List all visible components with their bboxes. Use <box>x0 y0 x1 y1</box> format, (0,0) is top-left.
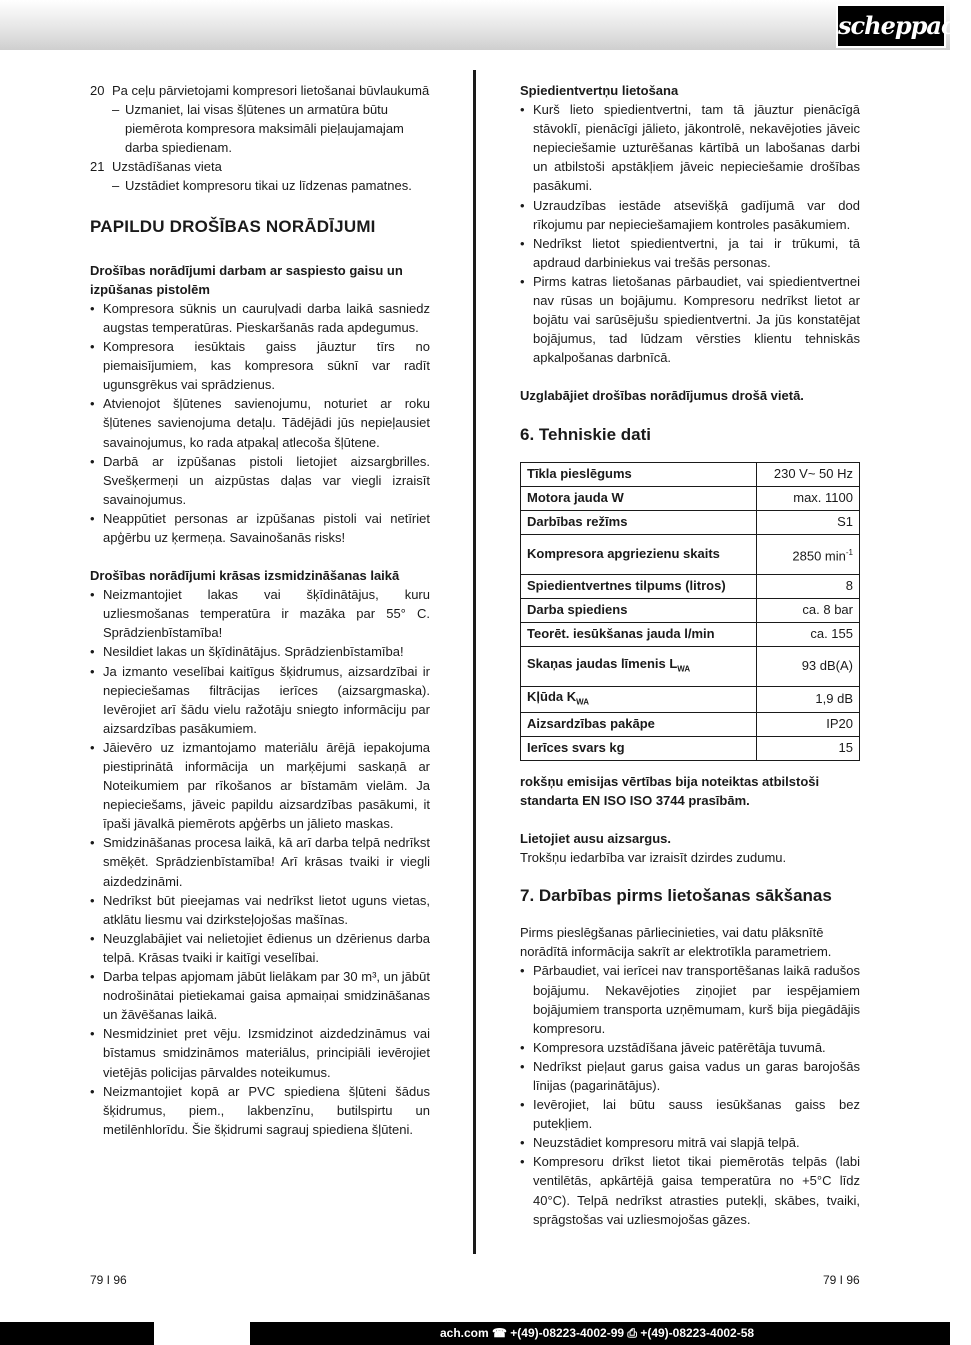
value-superscript: -1 <box>845 547 853 557</box>
dash-item <box>90 100 430 157</box>
technical-data-table <box>520 462 860 761</box>
ear-protection-text: Trokšņu iedarbība var izraisīt dzirdes zudumu. <box>520 850 787 866</box>
bullet-list <box>90 299 430 547</box>
section-heading: PAPILDU DROŠĪBAS NORĀDĪJUMI <box>90 216 376 236</box>
list-item: • Kompresoru drīkst lietot tikai piemērotās telpās (labi ventilētās, apkārtējā gaisa temperatūra no +5°C līdz 40°C). Telpā nedrīkst atrasties putekļi, skābes, tvaiki, sprāgstošas vai uzliesmojošas gāzes. <box>520 1152 860 1228</box>
table-value: 1,9 dB <box>757 686 860 712</box>
section-heading-before-use: 7. Darbības pirms lietošanas sākšanas <box>520 886 832 906</box>
list-item: • Nedrīkst būt pieejamas vai nedrīkst lietot uguns vietas, atklātu liesmu vai dzirksteļojošas mašīnas. <box>90 891 430 929</box>
list-item: • Ievērojiet, lai būtu sauss iesūkšanas gaiss bez putekļiem. <box>520 1095 860 1133</box>
brand-logo: scheppach <box>836 4 946 48</box>
table-value <box>757 534 860 574</box>
bullet-list <box>520 100 860 367</box>
subsection-title: Spiedientvertņu lietošana <box>520 83 679 98</box>
item-number: 20 <box>90 83 105 98</box>
table-value: max. 1100 <box>757 486 860 510</box>
list-item: • Neuzstādiet kompresoru mitrā vai slapjā telpā. <box>520 1133 860 1152</box>
column-divider <box>473 70 476 1254</box>
page-number-right: 79 I 96 <box>823 1273 860 1287</box>
table-key: Kompresora apgriezienu skaits <box>521 534 757 574</box>
left-column <box>90 81 430 1139</box>
table-row <box>521 736 860 760</box>
table-key: Darbības režīms <box>521 510 757 534</box>
table-value: ca. 8 bar <box>757 598 860 622</box>
header-bar <box>0 0 971 50</box>
list-item: • Kompresora iesūktais gaiss jāuztur tīrs no piemaisījumiem, kas kompresora sūknī var radīt ugunsgrēkus vai sprādzienus. <box>90 337 430 394</box>
list-item: • Darbā ar izpūšanas pistoli lietojiet aizsargbrilles. Svešķermeņi un aizpūstas daļas var viegli izraisīt savainojumus. <box>90 452 430 509</box>
key-subscript: WA <box>576 697 590 707</box>
item-text: Pa ceļu pārvietojami kompresori lietošanai būvlaukumā <box>112 83 430 98</box>
list-item: • Kompresora uzstādīšana jāveic patērētāja tuvumā. <box>520 1038 860 1057</box>
table-value: 15 <box>757 736 860 760</box>
list-item: • Neuzglabājiet vai nelietojiet ēdienus un dzērienus darba telpā. Krāsas tvaiki ir kaitīgi veselībai. <box>90 929 430 967</box>
bullet-list <box>90 585 430 1139</box>
list-item: • Pārbaudiet, vai ierīcei nav transportēšanas laikā radušos bojājumu. Nekavējoties ziņojiet par iespējamiem bojājumiem transporta uzņēmumam, kurš bija piegādājis kompresoru. <box>520 961 860 1037</box>
table-row <box>521 712 860 736</box>
table-value: S1 <box>757 510 860 534</box>
value-text: 2850 min <box>792 547 846 563</box>
item-number: 21 <box>90 159 105 175</box>
list-item: • Uzraudzības iestāde atsevišķā gadījumā var dod rīkojumu par nepieciešamajiem kontroles pasākumiem. <box>520 196 860 234</box>
table-row <box>521 686 860 712</box>
list-item: • Kurš lieto spiedientvertni, tam tā jāuztur pienācīgā stāvoklī, pienācīgi jālieto, jākontrolē, nekavējoties jāveic nepieciešamie uzturēšanas kārtībā un labošanas darbi un atbilstoši apstākļiem jāveic nepieciešamie drošības pasākumi. <box>520 100 860 195</box>
numbered-item-21 <box>90 157 430 176</box>
footer-contact: ach.com ☎ +(49)-08223-4002-99 ⎙ +(49)-08223-4002-58 <box>440 1326 755 1340</box>
table-key: Spiedientvertnes tilpums (litros) <box>521 574 757 598</box>
list-item: • Neizmantojiet lakas vai šķīdinātājus, kuru uzliesmošanas temperatūra ir mazāka par 55° C. Sprādzienbīstamība! <box>90 585 430 642</box>
table-row <box>521 534 860 574</box>
list-item: • Neappūtiet personas ar izpūšanas pistoli vai netīriet apģērbu uz ķermeņa. Savainošanās risks! <box>90 509 430 547</box>
table-key: Motora jauda W <box>521 486 757 510</box>
key-subscript: WA <box>677 664 691 674</box>
table-row <box>521 646 860 686</box>
table-key: Tīkla pieslēgums <box>521 462 757 486</box>
right-column <box>520 81 860 1229</box>
list-item: • Darba telpas apjomam jābūt lielākam par 30 m³, un jābūt nodrošinātai pietiekamai gaisa apmaiņai smidzināšanas un žāvēšanas laikā. <box>90 967 430 1024</box>
table-row <box>521 510 860 534</box>
list-item: • Atvienojot šļūtenes savienojumu, noturiet ar roku šļūtenes savienojuma detaļu. Tādējādi jūs nepieļausiet savainojumus, ko rada atpakaļ atlecoša šļūtene. <box>90 394 430 451</box>
table-key <box>521 686 757 712</box>
table-value: 8 <box>757 574 860 598</box>
list-item: • Nesmidziniet pret vēju. Izsmidzinot aizdedzināmus vai bīstamus smidzināmos materiālus, principiāli ievērojiet vietējās policijas pārvaldes noteikumus. <box>90 1024 430 1081</box>
table-value: ca. 155 <box>757 622 860 646</box>
table-row <box>521 486 860 510</box>
page-number-left: 79 I 96 <box>90 1273 127 1287</box>
noise-note: rokšņu emisijas vērtības bija noteiktas atbilstoši standarta EN ISO ISO 3744 prasībām. <box>520 773 820 808</box>
list-item: • Pirms katras lietošanas pārbaudiet, vai spiedientvertnei nav rūsas un bojājumu. Kompresoru nedrīkst lietot ar bojātu vai sarūsējušu spiedientvertni. Ja jūs konstatējat bojājumus, tad lūdzam vērsties klientu tehniskās apkalpošanas darbnīcā. <box>520 272 860 367</box>
before-intro: Pirms pieslēgšanas pārliecinieties, vai datu plāksnītē norādītā informācija sakrīt ar elektrotīkla parametriem. <box>520 925 832 960</box>
table-value: IP20 <box>757 712 860 736</box>
subsection-title: Drošības norādījumi krāsas izsmidzināšanas laikā <box>90 568 400 584</box>
table-key: Aizsardzības pakāpe <box>521 712 757 736</box>
dash-item <box>90 176 430 195</box>
section-heading-technical-data: 6. Tehniskie dati <box>520 424 652 444</box>
table-row <box>521 574 860 598</box>
dash-marker: – <box>112 102 120 118</box>
item-text: Uzstādīšanas vieta <box>112 159 222 175</box>
dash-text: Uzmaniet, lai visas šļūtenes un armatūra būtu piemērota kompresora maksimāli pieļaujamajam darba spiedienam. <box>125 102 404 156</box>
table-key: Darba spiediens <box>521 598 757 622</box>
list-item: • Nedrīkst lietot spiedientvertni, ja tai ir trūkumi, tā apdraud darbiniekus vai trešās personas. <box>520 234 860 272</box>
dash-marker: – <box>112 178 120 194</box>
table-value: 230 V~ 50 Hz <box>757 462 860 486</box>
list-item: • Jāievēro uz izmantojamo materiālu ārējā iepakojuma piestiprinātā informācija un marķējumi saskaņā ar Noteikumiem par rīkošanos ar bīstamām vielām. Ja nepieciešams, jāveic papildu aizsardzības pasākumi, it īpaši jāvalkā piemērots apģērbs un jālieto maskas. <box>90 738 430 833</box>
table-key <box>521 646 757 686</box>
table-row <box>521 622 860 646</box>
list-item: • Ja izmanto veselībai kaitīgus šķidrumus, aizsardzībai ir nepieciešamas filtrācijas ierīces (aizsargmaska). Ievērojiet arī šādu vielu ražotāju sniegto informāciju par aizsardzības pasākumiem. <box>90 662 430 738</box>
dash-text: Uzstādiet kompresoru tikai uz līdzenas pamatnes. <box>125 178 412 194</box>
list-item: • Nedrīkst pieļaut garus gaisa vadus un garas barojošās līnijas (pagarinātājus). <box>520 1057 860 1095</box>
numbered-item-20 <box>90 81 430 100</box>
list-item: • Kompresora sūknis un cauruļvadi darba laikā sasniedz augstas temperatūras. Pieskaršanās rada apdegumus. <box>90 299 430 337</box>
keep-note: Uzglabājiet drošības norādījumus drošā vietā. <box>520 388 804 404</box>
ear-protection-title: Lietojiet ausu aizsargus. <box>520 830 671 846</box>
list-item: • Neizmantojiet kopā ar PVC spiediena šļūteni šādus šķidrumus, piem., lakbenzīnu, butilspirtu un metilēnhlorīdu. Šie šķidrumi sagrauj spiediena šļūteni. <box>90 1082 430 1139</box>
table-value: 93 dB(A) <box>757 646 860 686</box>
bullet-list <box>520 961 860 1228</box>
subsection-title: Drošības norādījumi darbam ar saspiesto gaisu un izpūšanas pistolēm <box>90 262 403 297</box>
list-item: • Nesildiet lakas un šķīdinātājus. Sprādzienbīstamība! <box>90 642 430 661</box>
footer-bar <box>0 1322 950 1345</box>
key-text: Kļūda K <box>527 688 577 704</box>
table-key: Ierīces svars kg <box>521 736 757 760</box>
list-item: • Smidzināšanas procesa laikā, kā arī darba telpā nedrīkst smēķēt. Sprādzienbīstamība! Arī krāsas tvaiki ir viegli aizdedzināmi. <box>90 833 430 890</box>
table-key: Teorēt. iesūkšanas jauda l/min <box>521 622 757 646</box>
table-row <box>521 462 860 486</box>
key-text: Skaņas jaudas līmenis L <box>527 655 678 671</box>
table-row <box>521 598 860 622</box>
